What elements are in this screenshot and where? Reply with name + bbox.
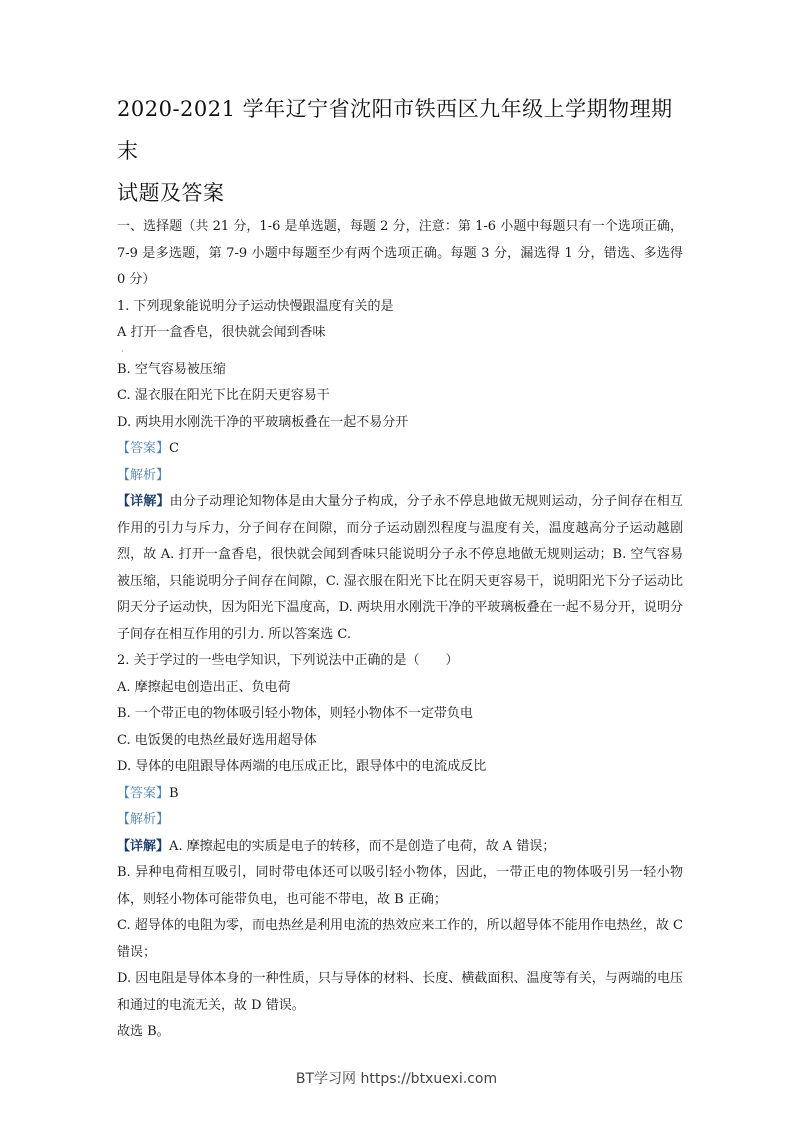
question-stem: 1. 下列现象能说明分子运动快慢跟温度有关的是 xyxy=(117,298,394,314)
section-header: 一、选择题（共 21 分，1-6 是单选题，每题 2 分，注意：第 1-6 小题中每题只有一个选项正确，7-9 是多选题，第 7-9 小题中每题至少有两个选项正确。每题 3 分，漏选得 1 分，错选、多选得 0 分） xyxy=(117,219,683,287)
document-title-line-2: 试题及答案 xyxy=(117,181,225,205)
detail-paragraph: C. 超导体的电阻为零，而电热丝是利用电流的热效应来工作的，所以超导体不能用作电热丝，故 C 错误； xyxy=(117,918,683,960)
option-b: B. 一个带正电的物体吸引轻小物体，则轻小物体不一定带负电 xyxy=(117,706,473,721)
detail-paragraph xyxy=(117,834,683,861)
answer-line xyxy=(117,781,683,808)
question-stem: 2. 关于学过的一些电学知识，下列说法中正确的是（ ） xyxy=(117,653,459,668)
stray-dot: · xyxy=(121,346,124,356)
detail-label: 【详解】 xyxy=(117,494,170,509)
answer-value: B xyxy=(169,785,179,801)
option-b: B. 空气容易被压缩 xyxy=(117,361,226,377)
document-title-line-1: 2020-2021 学年辽宁省沈阳市铁西区九年级上学期物理期末 xyxy=(117,97,673,163)
question-1 xyxy=(117,294,683,649)
option-d: D. 导体的电阻跟导体两端的电压成正比，跟导体中的电流成反比 xyxy=(117,759,487,774)
answer-value: C xyxy=(169,441,179,456)
option-c: C. 电饭煲的电热丝最好选用超导体 xyxy=(117,732,317,748)
conclusion: 故选 B。 xyxy=(117,1024,170,1039)
detail-paragraph: B. 异种电荷相互吸引，同时带电体还可以吸引轻小物体，因此，一带正电的物体吸引另一轻小物体，则轻小物体可能带负电，也可能不带电，故 B 正确； xyxy=(117,865,683,907)
option-a: A. 摩擦起电创造出正、负电荷 xyxy=(117,679,291,695)
answer-label: 【答案】 xyxy=(117,785,170,801)
document-page xyxy=(117,88,683,1046)
option-a: A 打开一盒香皂，很快就会闻到香味 xyxy=(117,325,326,340)
detail-label: 【详解】 xyxy=(117,838,170,854)
option-d: D. 两块用水刚洗干净的平玻璃板叠在一起不易分开 xyxy=(117,414,409,430)
detail-text: 由分子动理论知物体是由大量分子构成，分子永不停息地做无规则运动，分子间存在相互作用的引力与斥力，分子间存在间隙，而分子运动剧烈程度与温度有关，温度越高分子运动越剧烈，故 A. 打开一盒香皂，很快就会闻到香味只能说明分子永不停息地做无规则运动；B. 空气容易被压缩，只能说明分子间存在间隙，C. 湿衣服在阳光下比在阴天更容易干，说明阳光下分子运动比阴天分子运动快，因为阳光下温度高，D. 两块用水刚洗干净的平玻璃板叠在一起不易分开，说明分子间存在相互作用的引力. 所以答案选 C. xyxy=(117,494,683,642)
detail-text: A. 摩擦起电的实质是电子的转移，而不是创造了电荷，故 A 错误； xyxy=(169,838,556,854)
analysis-label: 【解析】 xyxy=(117,812,170,827)
analysis-label: 【解析】 xyxy=(117,467,170,483)
footer-watermark: BT学习网 https://btxuexi.com xyxy=(295,1071,498,1087)
detail-paragraph: D. 因电阻是导体本身的一种性质，只与导体的材料、长度、横截面积、温度等有关，与两端的电压和通过的电流无关，故 D 错误。 xyxy=(117,971,683,1013)
option-c: C. 湿衣服在阳光下比在阴天更容易干 xyxy=(117,388,330,403)
answer-line xyxy=(117,436,683,463)
detail-paragraph xyxy=(117,489,683,648)
question-2 xyxy=(117,648,683,1046)
answer-label: 【答案】 xyxy=(117,441,170,456)
